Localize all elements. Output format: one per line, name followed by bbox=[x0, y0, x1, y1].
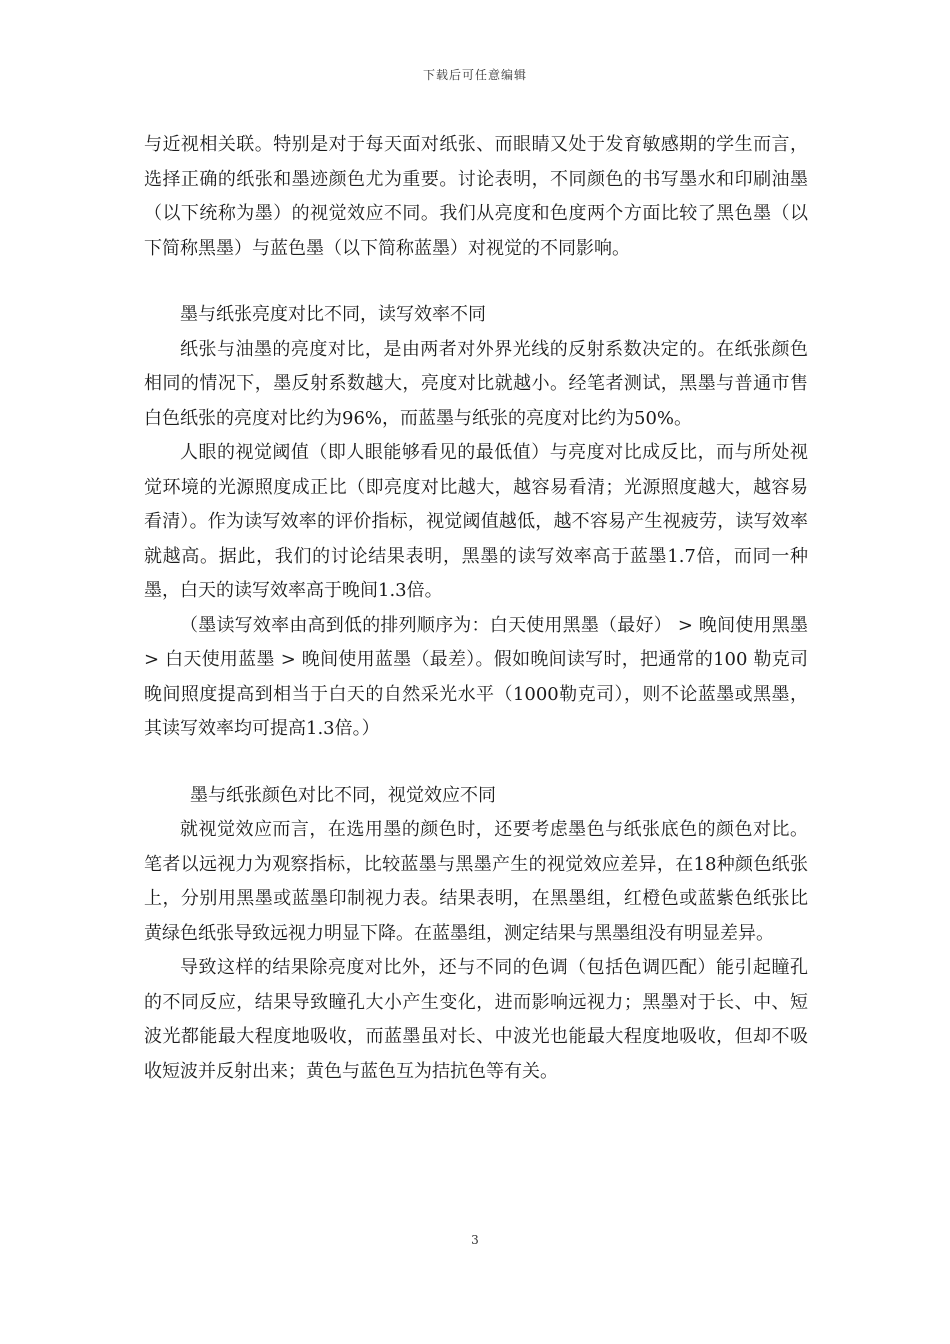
section-heading-brightness: 墨与纸张亮度对比不同，读写效率不同 bbox=[180, 304, 486, 325]
document-body bbox=[144, 128, 808, 1089]
page-number: 3 bbox=[471, 1233, 479, 1247]
intro-paragraph: 与近视相关联。特别是对于每天面对纸张、而眼睛又处于发育敏感期的学生而言，选择正确的纸张和墨迹颜色尤为重要。讨论表明，不同颜色的书写墨水和印刷油墨（以下统称为墨）的视觉效应不同。我们从亮度和色度两个方面比较了黑色墨（以下简称黑墨）与蓝色墨（以下简称蓝墨）对视觉的不同影响。 bbox=[144, 134, 808, 259]
section-heading-color: 墨与纸张颜色对比不同，视觉效应不同 bbox=[190, 784, 496, 806]
paragraph: 纸张与油墨的亮度对比，是由两者对外界光线的反射系数决定的。在纸张颜色相同的情况下，墨反射系数越大，亮度对比就越小。经笔者测试，黑墨与普通市售白色纸张的亮度对比约为96%，而蓝墨与纸张的亮度对比约为50%。 bbox=[144, 338, 808, 429]
page-header: 下载后可任意编辑 bbox=[422, 68, 527, 82]
paragraph: 导致这样的结果除亮度对比外，还与不同的色调（包括色调匹配）能引起瞳孔的不同反应，结果导致瞳孔大小产生变化，进而影响远视力；黑墨对于长、中、短波光都能最大程度地吸收，而蓝墨虽对长、中波光也能最大程度地吸收，但却不吸收短波并反射出来；黄色与蓝色互为拮抗色等有关。 bbox=[144, 957, 808, 1082]
paragraph: 人眼的视觉阈值（即人眼能够看见的最低值）与亮度对比成反比，而与所处视觉环境的光源照度成正比（即亮度对比越大，越容易看清；光源照度越大，越容易看清）。作为读写效率的评价指标，视觉阈值越低，越不容易产生视疲劳，读写效率就越高。据此，我们的讨论结果表明，黑墨的读写效率高于蓝墨1.7倍，而同一种墨，白天的读写效率高于晚间1.3倍。 bbox=[144, 442, 808, 601]
paragraph: （墨读写效率由高到低的排列顺序为：白天使用黑墨（最好） > 晚间使用黑墨 > 白天使用蓝墨 > 晚间使用蓝墨（最差）。假如晚间读写时，把通常的100 勒克司晚间照度提高到相当于白天的自然采光水平（1000勒克司），则不论蓝墨或黑墨，其读写效率均可提高1.3倍。） bbox=[144, 614, 808, 739]
paragraph: 就视觉效应而言，在选用墨的颜色时，还要考虑墨色与纸张底色的颜色对比。笔者以远视力为观察指标，比较蓝墨与黑墨产生的视觉效应差异，在18种颜色纸张上，分别用黑墨或蓝墨印制视力表。结果表明，在黑墨组，红橙色或蓝紫色纸张比黄绿色纸张导致远视力明显下降。在蓝墨组，测定结果与黑墨组没有明显差异。 bbox=[144, 819, 808, 944]
